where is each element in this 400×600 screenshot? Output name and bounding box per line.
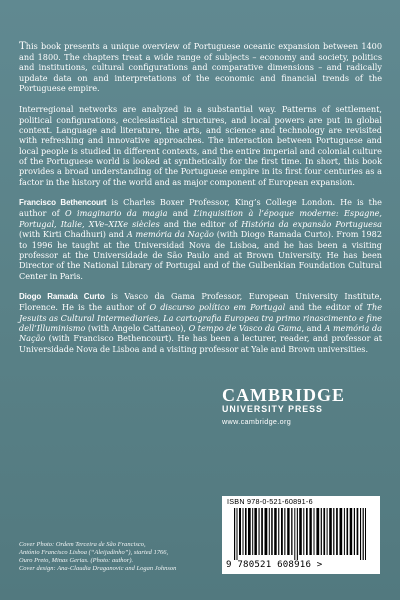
bethencourt-name: Francisco Bethencourt [19, 198, 107, 208]
credit-line-4: Cover design: Ana-Claudia Draganovic and Logan Johnson [19, 565, 177, 573]
curto-with-1: (with Angelo Cattaneo), [85, 322, 189, 333]
bethencourt-book-1: O imaginario da magia [65, 208, 168, 219]
bethencourt-book-3: História da expansão Portuguesa [241, 218, 382, 229]
curto-and-1: , and [301, 322, 325, 333]
curto-name: Diogo Ramada Curto [19, 291, 105, 301]
credit-line-3: Ouro Preto, Minas Gerias. (Photo: author). [19, 557, 134, 565]
publisher-name: CAMBRIDGE [222, 385, 346, 405]
publisher-press: UNIVERSITY PRESS [222, 404, 323, 414]
bethencourt-editor: and the editor of [159, 218, 242, 229]
curto-book-4: A memória da Nação [19, 322, 382, 344]
curto-book-3: O tempo de Vasco da Gama [188, 322, 302, 333]
curto-book-2: The Jesuits as Cultural Intermediaries, La cartografia Europea tra primo rinascimento e fine dell’Illuminismo [19, 302, 383, 333]
credit-line-2: António Francisco Lisboa (“Aleijadinho”), started 1766, [19, 549, 169, 557]
barcode-bars [234, 508, 366, 560]
bethencourt-and-1: and [167, 208, 194, 219]
publisher-url: www.cambridge.org [222, 417, 292, 426]
bethencourt-with-2: (with Diogo Ramada Curto). From 1982 to 1996 he taught at the Universidad Nova de Lisboa, and he has been a visiting professor at the Universidade de São Paulo and at Brown University. He has been Director of the National Library of Portugal and of the Gulbenkian Foundation Cultural Center in Paris. [19, 229, 382, 281]
bethencourt-with-1: (with Kirti Chadhuri) and [19, 229, 127, 240]
bethencourt-role: is Charles Boxer Professor, King’s College London. He is the author of [19, 197, 382, 219]
bethencourt-book-4: A memória da Nação [126, 229, 214, 240]
curto-role: is Vasco da Gama Professor, European University Institute, Florence. He is the author of [19, 290, 383, 313]
cover-credits [19, 541, 229, 573]
isbn-label: ISBN 978-0-521-60891-6 [227, 497, 313, 506]
back-cover-text [19, 41, 382, 364]
networks-paragraph: Interregional networks are analyzed in a substantial way. Patterns of settlement, political configurations, ecclesiastical structures, and local powers are put in global context. Language and literature, the arts, and science and technology are revisited with refreshing and innovative approaches. The interaction between Portuguese and local people is studied in different contexts, and the entire imperial and colonial culture of the Portuguese world is looked at synthetically for the first time. In short, this book provides a broad understanding of the Portuguese empire in its first four centuries as a factor in the history of the world and as major component of European expansion. [19, 104, 382, 187]
intro-paragraph [19, 41, 382, 93]
curto-bio [19, 291, 382, 354]
publisher-block [222, 385, 380, 570]
barcode-digits: 9 780521 608916 > [226, 560, 323, 570]
curto-editor: and the editor of [285, 302, 367, 313]
credit-line-1: Cover Photo: Ordem Terceira de São Francisco, [19, 541, 146, 548]
curto-book-1: O discurso político em Portugal [149, 302, 286, 313]
curto-with-2: (with Francisco Bethencourt). He has been a lecturer, reader, and professor at Universidade Nova de Lisboa and a visiting professor at Yale and Brown universities. [19, 333, 382, 354]
bethencourt-bio [19, 197, 382, 281]
bethencourt-book-2: L’inquisition à l’époque moderne: Espagne, Portugal, Italie, XVe–XIXe siècles [19, 208, 382, 229]
intro-text: his book presents a unique overview of Portuguese oceanic expansion between 1400 and 1800. The chapters treat a wide range of subjects – economy and society, politics and institutions, cultural configurations and comparative dimensions – and radically update data on and interpretations of the economic and financial trends of the Portuguese empire. [19, 41, 382, 94]
intro-dropcap: T [19, 41, 26, 52]
isbn-barcode [222, 496, 380, 574]
